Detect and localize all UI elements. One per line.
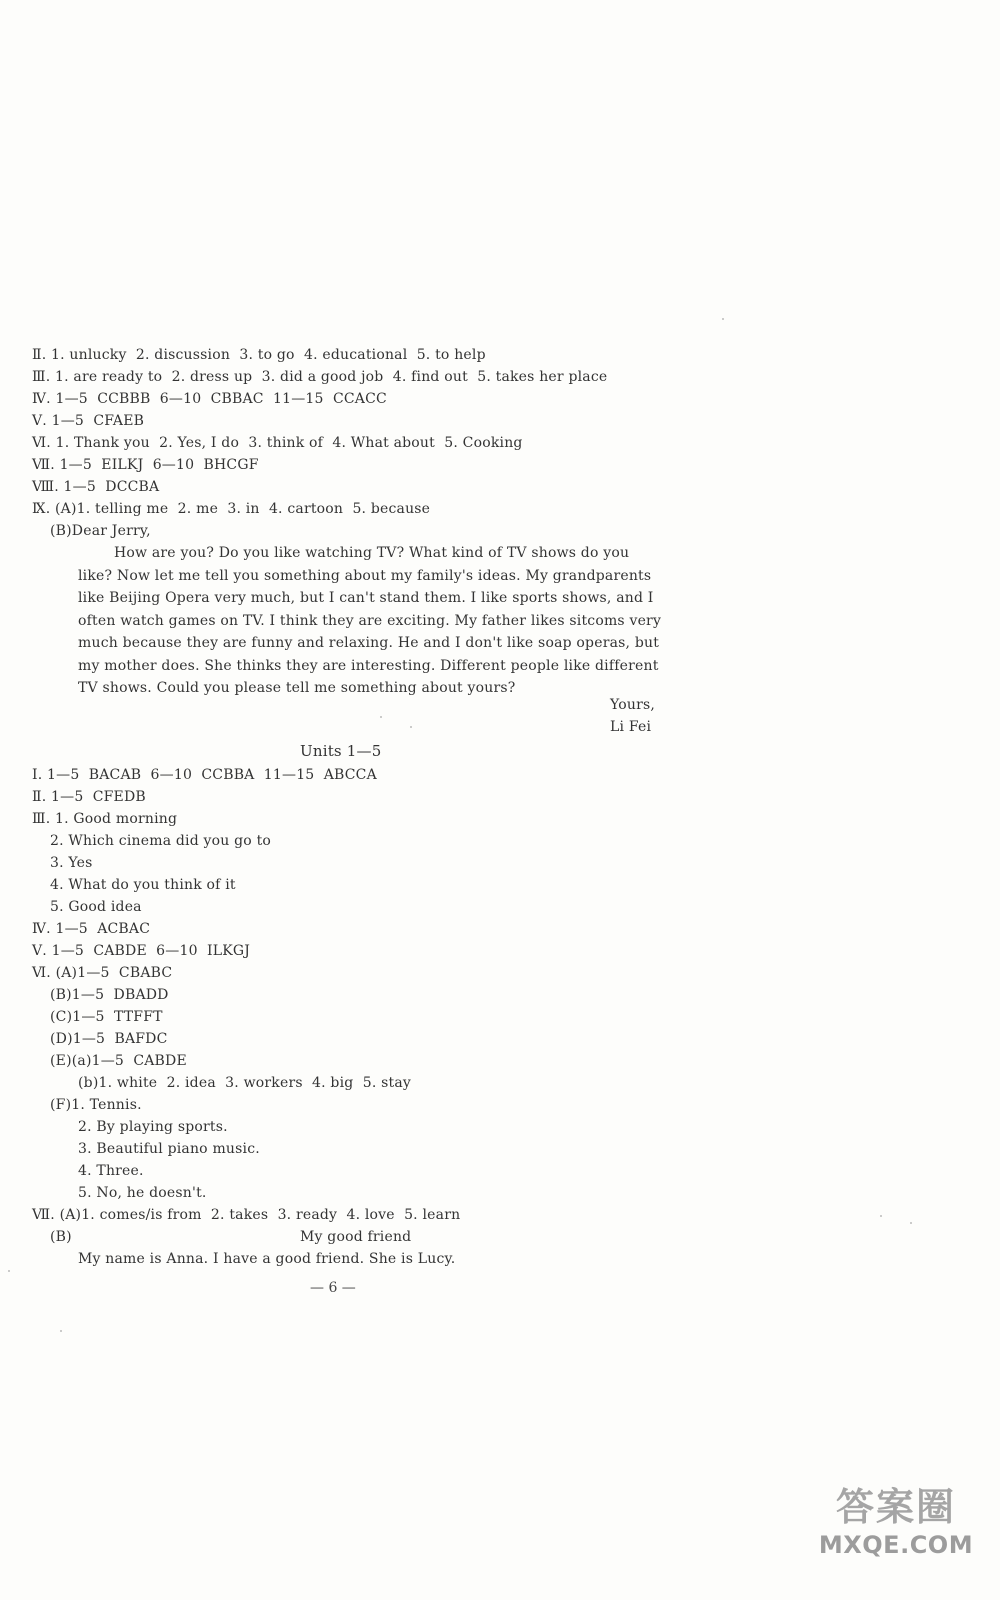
answer-line: Ⅶ. 1—5 EILKJ 6—10 BHCGF [32, 457, 259, 473]
scan-speck [910, 1222, 912, 1224]
scan-speck [880, 1215, 882, 1217]
answer-line: Ⅵ. (A)1—5 CBABC [32, 965, 173, 981]
answer-line: Ⅲ. 1. are ready to 2. dress up 3. did a good job 4. find out 5. takes her place [32, 369, 608, 385]
answer-line: Ⅱ. 1—5 CFEDB [32, 789, 146, 805]
answer-line: (b)1. white 2. idea 3. workers 4. big 5. stay [78, 1075, 412, 1091]
answer-line: (B) [50, 1229, 72, 1245]
answer-line: 5. Good idea [50, 899, 142, 915]
answer-line: 4. Three. [78, 1163, 144, 1179]
answer-line: (B)1—5 DBADD [50, 987, 169, 1003]
scan-speck [380, 716, 382, 718]
answer-line: Ⅶ. (A)1. comes/is from 2. takes 3. ready 4. love 5. learn [32, 1207, 461, 1223]
letter-signature: Li Fei [610, 719, 652, 735]
answer-line: (C)1—5 TTFFT [50, 1009, 163, 1025]
letter-greeting: (B)Dear Jerry, [50, 523, 151, 539]
answer-line: 3. Yes [50, 855, 93, 871]
scan-speck [410, 726, 412, 728]
answer-line: 5. No, he doesn't. [78, 1185, 207, 1201]
letter-body: How are you? Do you like watching TV? What kind of TV shows do you like? Now let me tell you something about my family's ideas. My grandparents like Beijing Opera very much, but I can't stand them. I like sports shows, and I often watch games on TV. I think they are exciting. My father likes sitcoms very much because they are funny and relaxing. He and I don't like soap operas, but my mother does. She thinks they are interesting. Different people like different TV shows. Could you please tell me something about yours? [78, 545, 662, 696]
composition-text: My name is Anna. I have a good friend. She is Lucy. [78, 1251, 456, 1267]
composition-title: My good friend [300, 1229, 412, 1245]
section-title: Units 1—5 [300, 742, 382, 760]
scan-speck [722, 318, 724, 320]
watermark-logo [816, 1484, 976, 1572]
answer-line: Ⅷ. 1—5 DCCBA [32, 479, 160, 495]
answer-line: Ⅴ. 1—5 CFAEB [32, 413, 145, 429]
answer-line: Ⅲ. 1. Good morning [32, 811, 178, 827]
answer-line: 2. Which cinema did you go to [50, 833, 272, 849]
answer-line: (D)1—5 BAFDC [50, 1031, 168, 1047]
scan-speck [60, 1330, 62, 1332]
answer-line: 4. What do you think of it [50, 877, 236, 893]
answer-line: (E)(a)1—5 CABDE [50, 1053, 187, 1069]
watermark-bottom: MXQE.COM [818, 1531, 974, 1559]
answer-line: Ⅰ. 1—5 BACAB 6—10 CCBBA 11—15 ABCCA [32, 767, 377, 783]
answer-line: Ⅴ. 1—5 CABDE 6—10 ILKGJ [32, 943, 251, 959]
answer-line: 2. By playing sports. [78, 1119, 228, 1135]
answer-line: Ⅳ. 1—5 CCBBB 6—10 CBBAC 11—15 CCACC [32, 391, 387, 407]
letter-closing: Yours, [610, 697, 655, 713]
page-number: — 6 — [310, 1280, 356, 1296]
watermark-top: 答案圈 [835, 1485, 956, 1529]
answer-line: 3. Beautiful piano music. [78, 1141, 260, 1157]
answer-line: Ⅸ. (A)1. telling me 2. me 3. in 4. cartoon 5. because [32, 501, 431, 517]
answer-line: Ⅱ. 1. unlucky 2. discussion 3. to go 4. educational 5. to help [32, 347, 486, 363]
scan-speck [8, 1270, 10, 1272]
answer-line: (F)1. Tennis. [50, 1097, 142, 1113]
answer-line: Ⅵ. 1. Thank you 2. Yes, I do 3. think of 4. What about 5. Cooking [32, 435, 523, 451]
answer-line: Ⅳ. 1—5 ACBAC [32, 921, 151, 937]
